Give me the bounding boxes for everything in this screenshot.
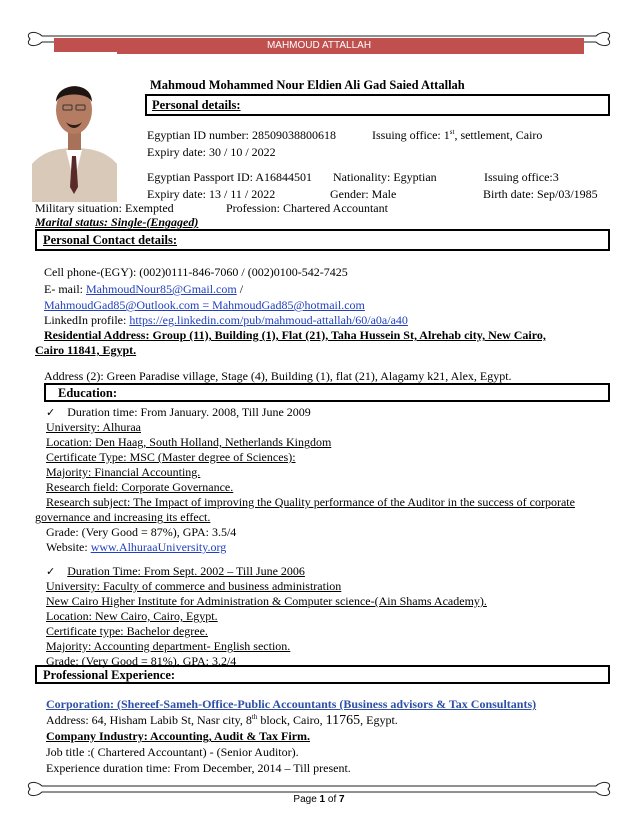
company-address-c: , Egypt. [360,713,398,727]
email-separator: / [236,282,244,296]
expiry-date-2: Expiry date: 13 / 11 / 2022 [147,187,276,201]
edu1-website [46,540,226,555]
email-equals: = [199,298,213,312]
check-icon: ✓ [46,565,56,578]
experience-duration: Experience duration time: From December, 2014 – Till present. [46,761,351,775]
personal-details-bar [145,94,610,116]
job-title: Job title :( Chartered Accountant) - (Senior Auditor). [46,745,299,759]
edu2-cert-label: Certificate type: [46,624,124,638]
contact-heading: Personal Contact details: [43,233,178,247]
address-2: Address (2): Green Paradise village, Stage (4), Building (1), flat (21), Alagamy k21, Alex, Egypt. [44,369,512,383]
edu1-research-field [46,480,233,495]
edu2-institute: New Cairo Higher Institute for Administration & Computer science-(Ain Shams Academy). [46,594,487,608]
edu1-duration [46,405,311,420]
edu1-certificate [46,450,296,465]
edu1-subject-value: The Impact of improving the Quality performance of the Auditor in the success of corporate [130,495,575,509]
contact-details-bar [35,229,610,251]
banner-title: MAHMOUD ATTALLAH [266,40,372,51]
edu1-university-value: Alhuraa [100,420,141,434]
check-icon: ✓ [46,406,56,419]
edu1-field-value: Corporate Governance. [118,480,234,494]
company-industry: Company Industry: Accounting, Audit & Tax Firm. [46,729,311,743]
edu2-university [46,579,341,594]
edu1-research-subject-cont: governance and increasing its effect. [35,510,211,524]
email-label: E- mail: [44,282,86,296]
nationality: Nationality: Egyptian [333,170,437,184]
full-name: Mahmoud Mohammed Nour Eldien Ali Gad Saied Attallah [150,78,465,92]
edu2-major-value: Accounting department- English section. [91,639,291,653]
edu2-cert-value: Bachelor degree. [123,624,208,638]
email-link-1[interactable]: MahmoudNour85@Gmail.com [86,282,237,296]
experience-bar [35,665,610,684]
profession: Profession: Chartered Accountant [226,201,388,215]
edu2-university-value: Faculty of commerce and business administration [100,579,342,593]
expiry-date-1: Expiry date: 30 / 10 / 2022 [147,145,276,159]
page-number: 1 [319,794,326,805]
edu1-website-link[interactable]: www.AlhuraaUniversity.org [90,540,227,554]
edu1-university [46,420,141,435]
personal-details-heading: Personal details: [152,98,241,112]
edu1-location-value: Den Haag, South Holland, Netherlands Kingdom [91,435,332,449]
edu2-location-value: New Cairo, Cairo, Egypt. [91,609,218,623]
issuing-office-2: Issuing office:3 [484,170,559,184]
edu1-location-label: Location: [46,435,92,449]
edu2-certificate [46,624,208,639]
edu1-field-label: Research field: [46,480,119,494]
edu1-cert-label: Certificate Type: [46,450,127,464]
edu1-duration-text: Duration time: From January. 2008, Till June 2009 [67,405,311,419]
gender: Gender: Male [330,187,397,201]
edu1-location [46,435,331,450]
issuing-office-1: Issuing office: 1st, settlement, Cairo [372,128,543,142]
residential-address-cont: Cairo 11841, Egypt. [35,343,137,357]
residential-address: Residential Address: Group (11), Building (1), Flat (21), Taha Hussein St, Alrehab city, New Cairo, [44,328,546,342]
email-link-3[interactable]: MahmoudGad85@hotmail.com [212,298,365,312]
edu1-grade: Grade: (Very Good = 87%), GPA: 3.5/4 [46,525,237,539]
company-address-a: Address: 64, Hisham Labib St, Nasr city, 8 [46,713,252,727]
edu2-majority [46,639,290,654]
company-address-sup: th [251,713,258,721]
edu1-research-subject [46,495,575,510]
edu2-university-label: University: [46,579,100,593]
military-status: Military situation: Exempted [35,201,174,215]
id-number: Egyptian ID number: 28509038800618 [147,128,336,142]
edu1-major-value: Financial Accounting. [91,465,201,479]
company-zip: 11765 [325,713,361,728]
edu1-cert-value: MSC (Master degree of Sciences): [126,450,296,464]
email-line [44,282,243,297]
edu2-duration [46,564,305,579]
education-bar [44,383,610,402]
linkedin-label: LinkedIn profile: [44,313,130,327]
profile-photo [32,52,117,202]
edu2-location [46,609,218,624]
edu2-location-label: Location: [46,609,92,623]
edu1-major-label: Majority: [46,465,92,479]
education-heading: Education: [58,386,118,400]
linkedin-line [44,313,408,328]
edu2-major-label: Majority: [46,639,92,653]
name-banner [54,38,584,54]
marital-status: Marital status: Single-(Engaged) [35,215,199,229]
page-total: 7 [339,794,345,805]
email-link-2[interactable]: MahmoudGad85@Outlook.com [44,298,200,312]
cell-phone: Cell phone-(EGY): (002)0111-846-7060 / (002)0100-542-7425 [44,265,348,279]
linkedin-link[interactable]: https://eg.linkedin.com/pub/mahmoud-attallah/60/a0a/a40 [129,313,408,327]
edu1-university-label: University: [46,420,100,434]
experience-heading: Professional Experience: [43,668,176,682]
birth-date: Birth date: Sep/03/1985 [483,187,598,201]
edu1-website-label: Website: [46,540,91,554]
company-address [46,713,398,729]
edu2-duration-text: Duration Time: From Sept. 2002 – Till June 2006 [67,564,305,578]
company-address-b: block, Cairo, [257,713,326,727]
email-line-2 [44,298,365,313]
passport-id: Egyptian Passport ID: A16844501 [147,170,312,184]
page-of: of [325,794,340,805]
page-footer [0,794,638,805]
page-label: Page [293,794,320,805]
edu2-grade: Grade: (Very Good = 81%), GPA: 3.2/4 [46,654,237,668]
edu1-majority [46,465,200,480]
corporation-name: Corporation: (Shereef-Sameh-Office-Public Accountants (Business advisors & Tax Consultants) [46,697,537,711]
edu1-subject-label: Research subject: [46,495,131,509]
